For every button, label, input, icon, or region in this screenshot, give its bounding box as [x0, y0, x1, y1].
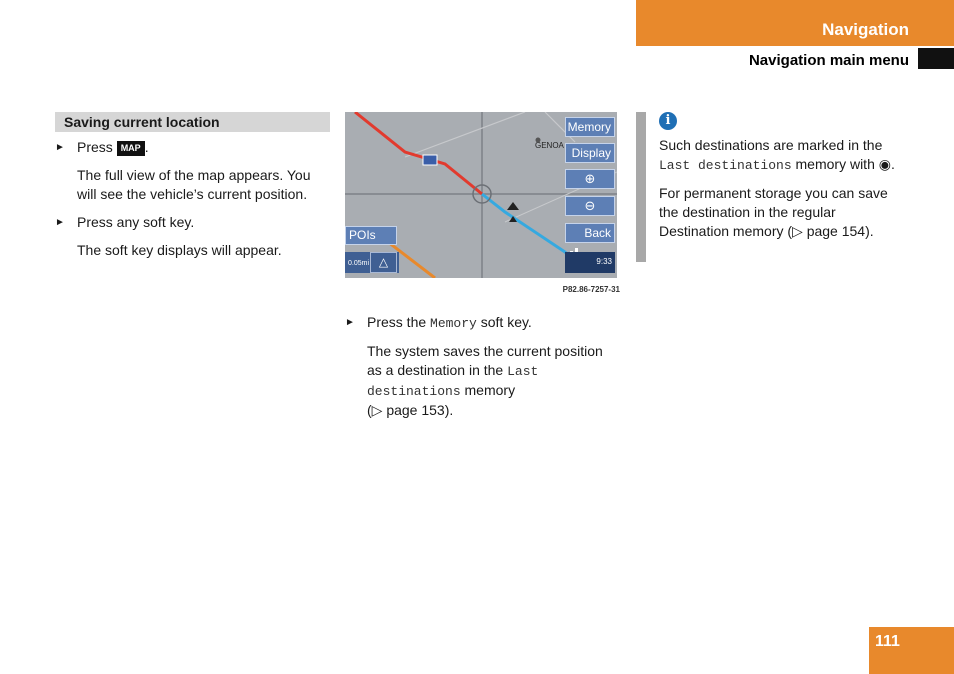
- bullet-arrow-icon: ►: [55, 217, 65, 228]
- navigation-map-screen: [345, 112, 617, 278]
- step-text: Press: [77, 139, 113, 155]
- vehicle-icon: [507, 202, 519, 210]
- middle-column: [345, 112, 620, 429]
- map-key-icon: MAP: [117, 141, 145, 156]
- step-text: Press any soft key.: [77, 214, 195, 230]
- step-text: Press the: [367, 314, 427, 330]
- info-column: [636, 112, 906, 241]
- compass-icon[interactable]: △: [370, 252, 397, 273]
- info-paragraph: For permanent storage you can save the destination in the regular Destination memory (▷ page 154).: [659, 185, 888, 239]
- section-tab: [636, 0, 954, 46]
- section-heading: Saving current location: [55, 112, 330, 132]
- route-line: [355, 112, 482, 194]
- para-text: memory: [464, 382, 516, 398]
- figure-caption: P82.86-7257-31: [562, 285, 620, 294]
- page-number: 111: [875, 633, 900, 650]
- status-box: [565, 252, 615, 273]
- info-text: memory with ◉.: [795, 156, 895, 172]
- section-title: Navigation: [822, 20, 909, 39]
- para-text: The system saves the current position as a destination in the: [367, 343, 603, 378]
- info-side-bar: [636, 112, 646, 262]
- subsection-marker: [918, 48, 954, 69]
- info-box: [636, 112, 906, 241]
- map-road: [405, 112, 525, 157]
- bullet-arrow-icon: ►: [345, 317, 355, 328]
- place-label: GENOA: [535, 141, 564, 150]
- display-softkey[interactable]: Display: [565, 143, 615, 163]
- step-press-memory: [345, 313, 620, 333]
- info-text: Such destinations are marked in the: [659, 137, 883, 153]
- info-icon: i: [659, 112, 677, 130]
- step-text: soft key.: [480, 314, 532, 330]
- subsection-title: Navigation main menu: [748, 52, 909, 69]
- step-press-soft-key: [55, 213, 330, 232]
- paragraph: The soft key displays will appear.: [77, 242, 282, 258]
- time-display: 9:33: [596, 257, 612, 266]
- bullet-arrow-icon: ►: [55, 142, 65, 153]
- paragraph: [345, 342, 620, 420]
- last-destinations-label: Last destinations: [659, 158, 792, 173]
- highway-shield-icon: [423, 155, 437, 165]
- left-column: [55, 112, 330, 269]
- page-reference: (▷ page 153).: [367, 402, 454, 418]
- back-softkey[interactable]: Back: [565, 223, 615, 243]
- zoom-out-icon[interactable]: ⊖: [565, 196, 615, 216]
- info-paragraph: [659, 136, 906, 175]
- scale-value: 0.05mi: [348, 260, 370, 267]
- destinations-label: destinations: [367, 384, 461, 399]
- memory-softkey[interactable]: Memory: [565, 117, 615, 137]
- memory-label: Memory: [430, 316, 477, 331]
- last-label: Last: [507, 364, 539, 379]
- paragraph: The full view of the map appears. You will see the vehicle’s current position.: [77, 167, 311, 202]
- step-punct: .: [144, 139, 149, 155]
- step-press-map: [55, 138, 330, 157]
- page-number-tab: [869, 627, 954, 674]
- pois-softkey[interactable]: POIs: [345, 226, 397, 245]
- zoom-in-icon[interactable]: ⊕: [565, 169, 615, 189]
